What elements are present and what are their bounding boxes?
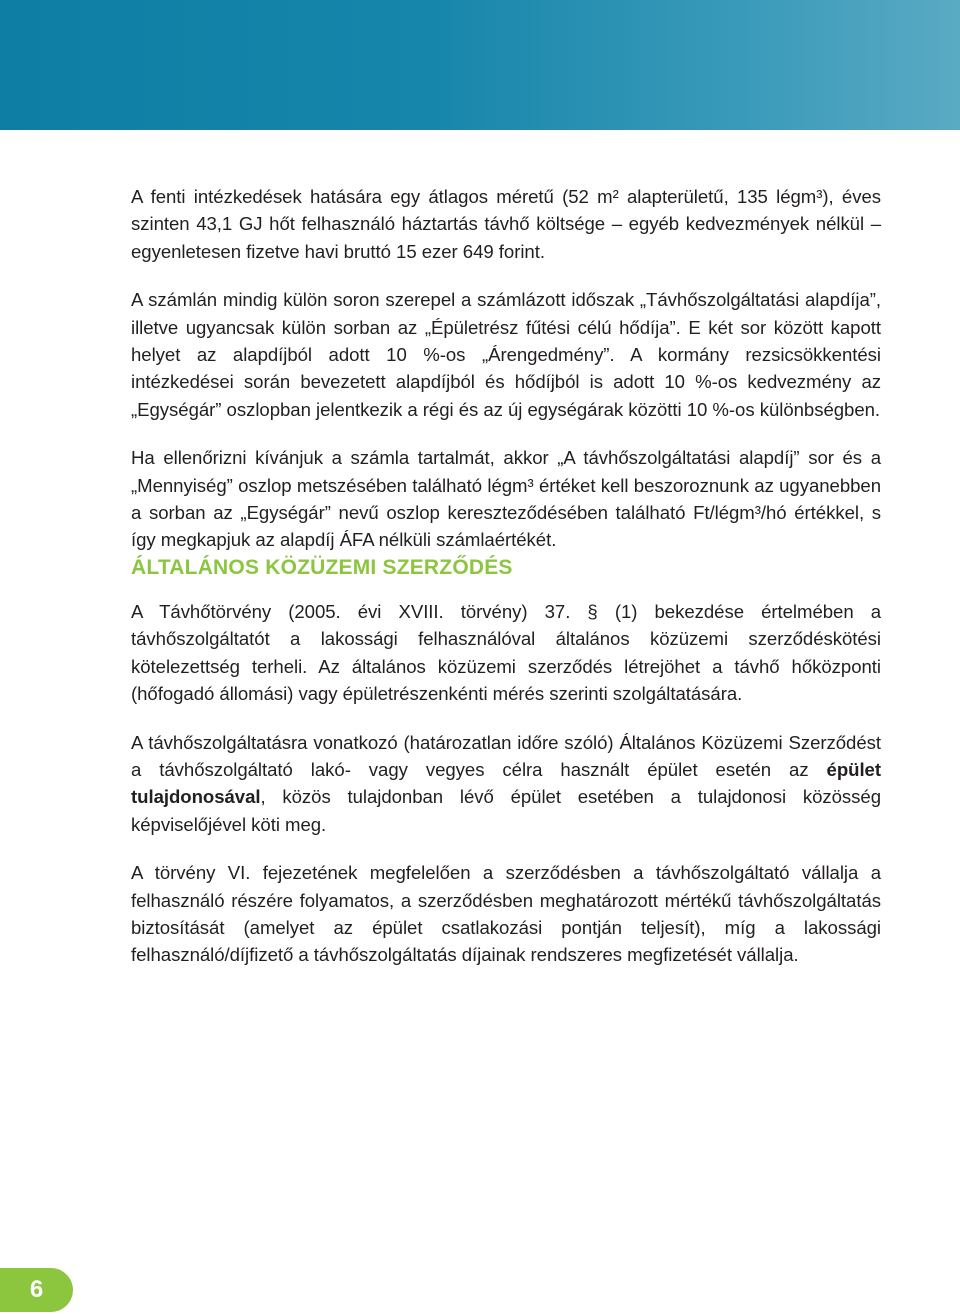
- section-heading: ÁLTALÁNOS KÖZÜZEMI SZERZŐDÉS: [131, 555, 513, 579]
- header-band: [0, 0, 960, 130]
- paragraph-contract-parties: [131, 729, 881, 839]
- paragraph-invoice-lines: A számlán mindig külön soron szerepel a számlázott időszak „Távhőszolgáltatási alapdíja”, illetve ugyancsak külön sorban az „Épületrész fűtési célú hődíja”. E két sor között kapott helyet az alapdíjból adott 10 %-os „Árengedmény”. A kormány rezsicsökkentési intézkedései során bevezetett alapdíjból és hődíjból is adott 10 %-os kedvezmény az „Egységár” oszlopban jelentkezik a régi és az új egységárak közötti 10 %-os különbségben.: [131, 289, 881, 420]
- paragraph-law: A Távhőtörvény (2005. évi XVIII. törvény) 37. § (1) bekezdése értelmében a távhőszolgáltatót a lakossági felhasználóval általános közüzemi szerződéskötési kötelezettség terheli. Az általános közüzemi szerződés létrejöhet a távhő hőközponti (hőfogadó állomási) vagy épületrészenkénti mérés szerinti szolgáltatására.: [131, 600, 881, 705]
- page-number-tab: [0, 1268, 73, 1312]
- paragraph-obligations: A törvény VI. fejezetének megfelelően a szerződésben a távhőszolgáltató vállalja a felhasználó részére folyamatos, a szerződésben meghatározott mértékű távhőszolgáltatás biztosítását (amelyet az épület csatlakozási pontján teljesít), míg a lakossági felhasználó/díjfizető a távhőszolgáltatás díjainak rendszeres megfizetését vállalja.: [131, 862, 881, 966]
- paragraph-verification: Ha ellenőrizni kívánjuk a számla tartalmát, akkor „A távhőszolgáltatási alapdíj” sor és a „Mennyiség” oszlop metszésében található légm³ értéket kell beszoroznunk az ugyanebben a sorban az „Egységár” nevű oszlop kereszteződésében található Ft/légm³/hó értékkel, s így megkapjuk az alapdíj ÁFA nélküli számlaértékét.: [131, 447, 881, 551]
- paragraph-cost-example: A fenti intézkedések hatására egy átlagos méretű (52 m² alapterületű, 135 légm³), éves szinten 43,1 GJ hőt felhasználó háztartás távhő költsége – egyéb kedvezmények nélkül – egyenletesen fizetve havi bruttó 15 ezer 649 forint.: [131, 186, 881, 262]
- page-content: [131, 183, 881, 969]
- contract-parties-text-start: A távhőszolgáltatásra vonatkozó (határozatlan időre szóló) Általános Közüzemi Szerződést a távhőszolgáltató lakó- vagy vegyes célra használt épület esetén az: [131, 731, 881, 780]
- page-number: 6: [29, 1276, 44, 1303]
- contract-parties-text-end: , közös tulajdonban lévő épület esetében a tulajdonosi közösség képviselőjével köti meg.: [131, 786, 881, 835]
- building-owner-emphasis: épület tulajdonosával: [131, 758, 881, 808]
